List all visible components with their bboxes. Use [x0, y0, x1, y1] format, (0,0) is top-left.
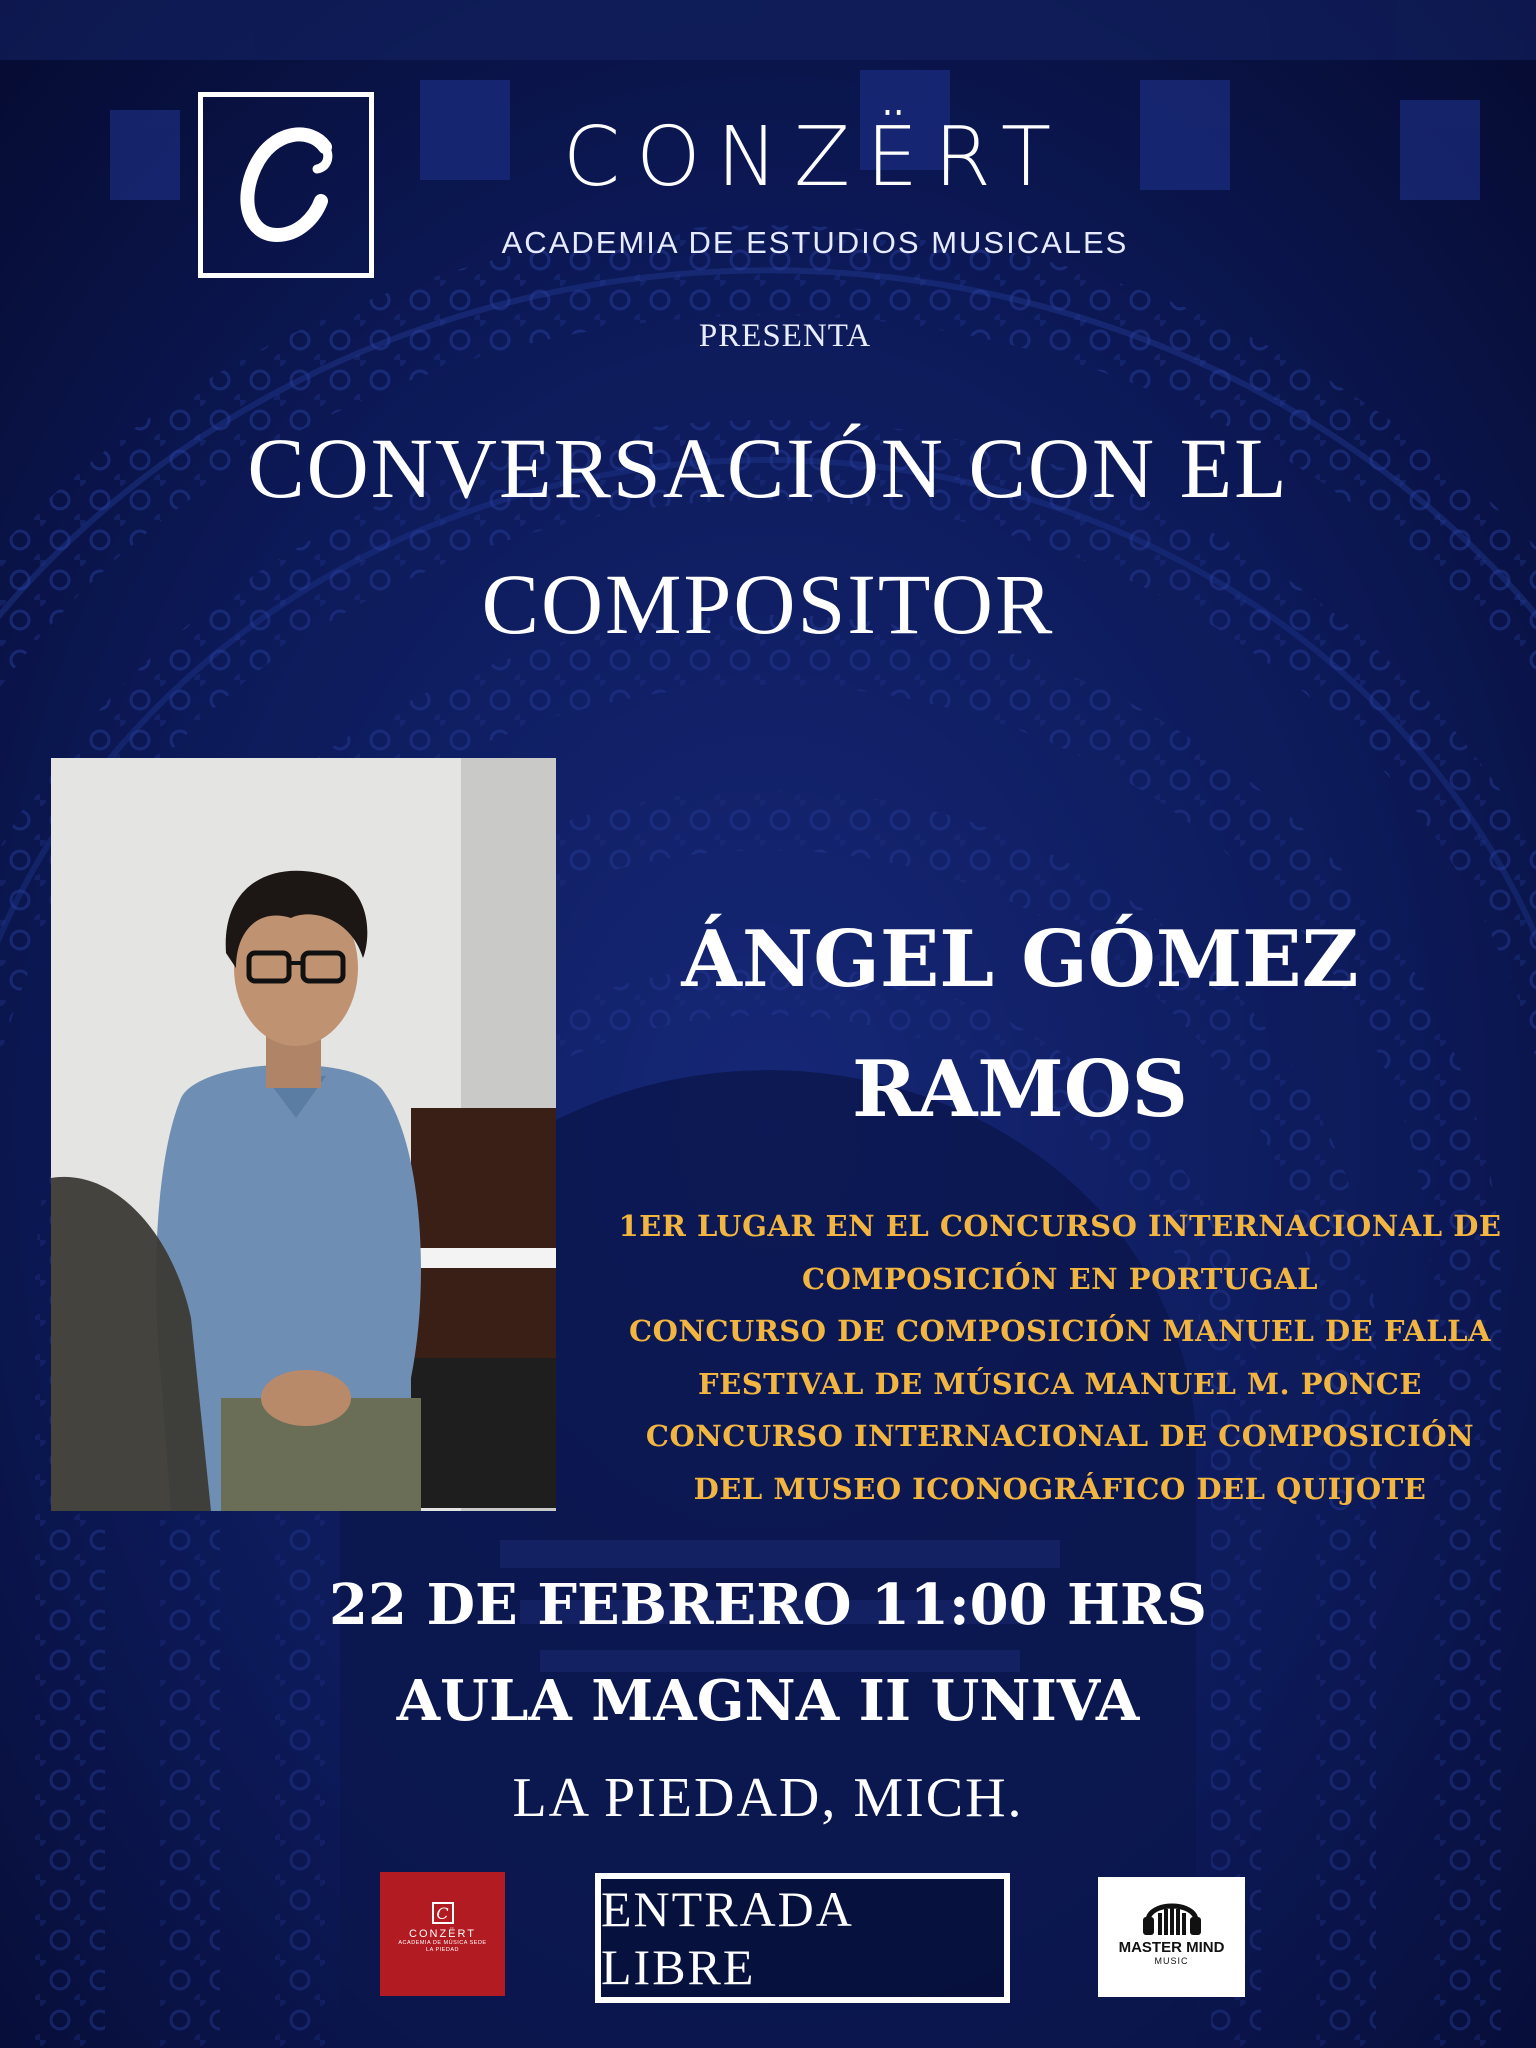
headphones-icon	[1140, 1891, 1204, 1937]
c-mark-icon: C	[432, 1902, 454, 1924]
c-script-icon	[203, 97, 369, 273]
event-date: 22 DE FEBRERO 11:00 HRS	[329, 1572, 1207, 1638]
sponsor-mastermind-subtitle: MUSIC	[1154, 1956, 1189, 1966]
composer-portrait-icon	[51, 758, 556, 1511]
award-line: DEL MUSEO ICONOGRÁFICO DEL QUIJOTE	[693, 1471, 1427, 1506]
composer-name	[640, 895, 1400, 1155]
award-line: COMPOSICIÓN EN PORTUGAL	[802, 1261, 1318, 1296]
award-line: CONCURSO DE COMPOSICIÓN MANUEL DE FALLA	[628, 1314, 1491, 1348]
awards-list	[590, 1200, 1530, 1515]
free-entry-badge: ENTRADA LIBRE	[595, 1873, 1010, 2003]
composer-name-line1: ÁNGEL GÓMEZ	[681, 914, 1359, 1005]
event-title-line1: CONVERSACIÓN CON EL	[247, 420, 1289, 516]
event-title	[140, 400, 1396, 672]
brand-subtitle: ACADEMIA DE ESTUDIOS MUSICALES	[501, 225, 1129, 260]
event-venue: AULA MAGNA II UNIVA	[396, 1668, 1140, 1734]
presents-label: PRESENTA	[698, 318, 872, 354]
event-city: LA PIEDAD, MICH.	[512, 1767, 1024, 1829]
sponsor-mastermind-name: MASTER MIND	[1118, 1939, 1225, 1956]
event-title-line2: COMPOSITOR	[481, 556, 1055, 652]
award-line: FESTIVAL DE MÚSICA MANUEL M. PONCE	[698, 1366, 1422, 1401]
award-line: 1ER LUGAR EN EL CONCURSO INTERNACIONAL DE	[618, 1209, 1502, 1243]
sponsor-conzert-logo	[380, 1872, 505, 1996]
sponsor-conzert-name: CONZËRT	[409, 1928, 476, 1940]
composer-photo	[51, 758, 556, 1511]
sponsor-conzert-subtitle: ACADEMIA DE MÚSICA SEDE LA PIEDAD	[398, 1940, 487, 1953]
conzert-logo	[198, 92, 374, 278]
award-line: CONCURSO INTERNACIONAL DE COMPOSICIÓN	[645, 1419, 1475, 1453]
brand-name: CONZËRT	[562, 110, 1068, 205]
composer-name-line2: RAMOS	[852, 1044, 1188, 1135]
sponsor-mastermind-logo	[1098, 1877, 1245, 1997]
